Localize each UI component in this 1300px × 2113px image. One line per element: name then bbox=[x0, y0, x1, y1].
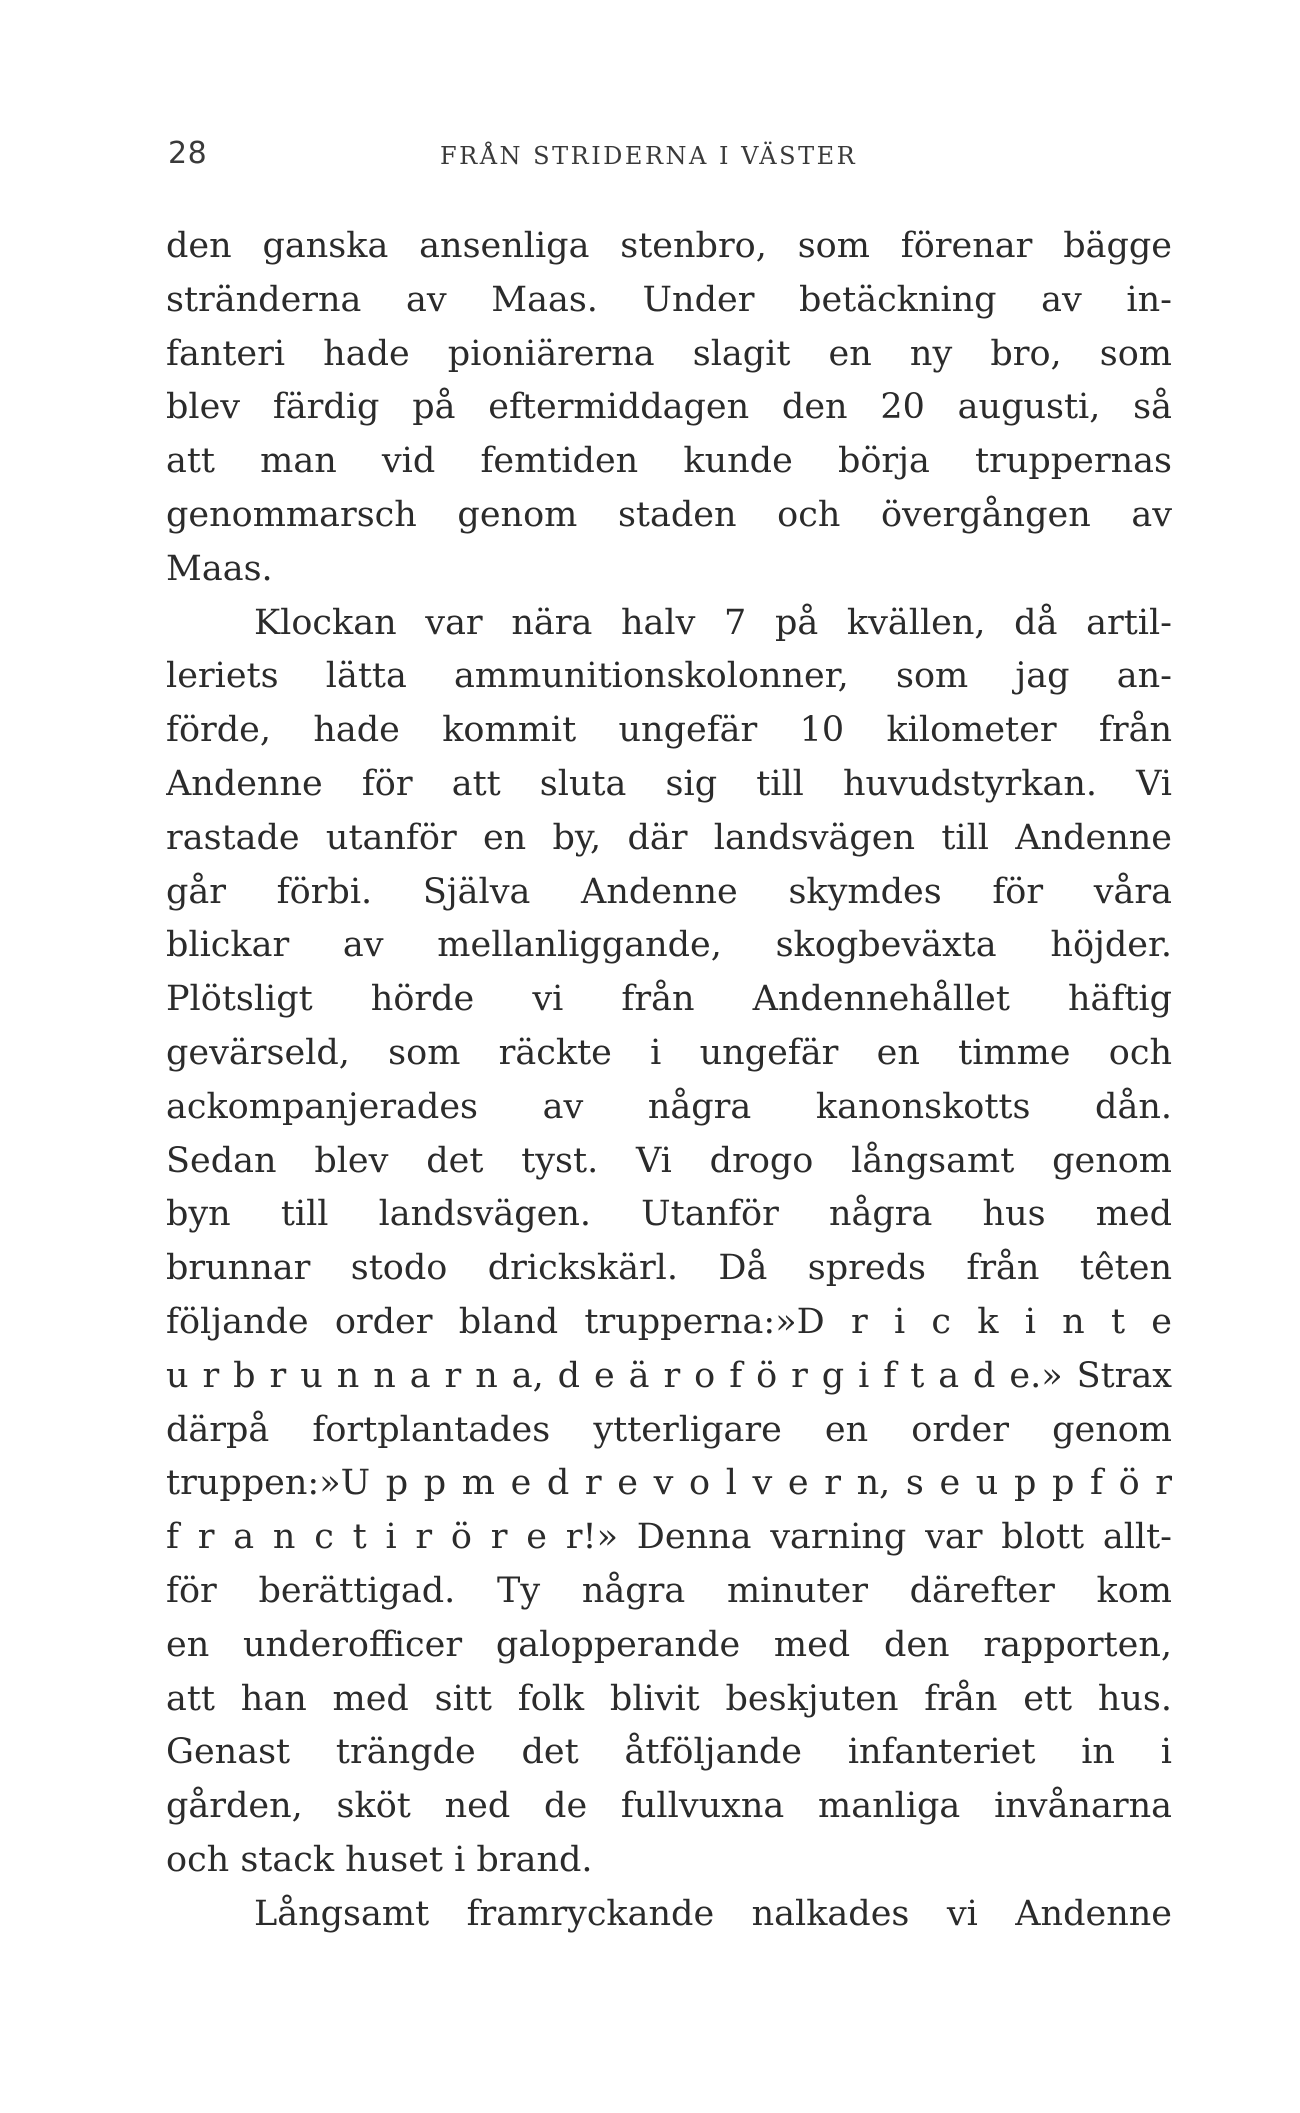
text-line: Långsamt framryckande nalkades vi Andenne bbox=[254, 1893, 1172, 1934]
text-line: Genast trängde det åtföljande infanteriet in i bbox=[166, 1732, 1172, 1773]
text-line: Sedan blev det tyst. Vi drogo långsamt genom bbox=[166, 1140, 1172, 1181]
text-line: Maas. bbox=[166, 548, 273, 589]
text-line: och stack huset i brand. bbox=[166, 1839, 593, 1880]
text-line: fanteri hade pioniärerna slagit en ny bro, som bbox=[166, 333, 1172, 374]
text-line: gevärseld, som räckte i ungefär en timme och bbox=[166, 1032, 1172, 1073]
text-line: genommarsch genom staden och övergången av bbox=[166, 494, 1172, 535]
text-line: rastade utanför en by, där landsvägen till Andenne bbox=[166, 817, 1172, 858]
text-line: Plötsligt hörde vi från Andennehållet häftig bbox=[166, 979, 1172, 1020]
text-line: förde, hade kommit ungefär 10 kilometer från bbox=[166, 710, 1172, 751]
text-line: stränderna av Maas. Under betäckning av in- bbox=[166, 279, 1172, 320]
text-line: byn till landsvägen. Utanför några hus med bbox=[166, 1194, 1172, 1235]
text-line: Andenne för att sluta sig till huvudstyrkan. Vi bbox=[166, 763, 1172, 804]
text-line: går förbi. Själva Andenne skymdes för våra bbox=[166, 871, 1172, 912]
text-line: blickar av mellanliggande, skogbeväxta höjder. bbox=[166, 925, 1172, 966]
text-line: för berättigad. Ty några minuter därefter kom bbox=[166, 1570, 1172, 1611]
text-line: att han med sitt folk blivit beskjuten från ett hus. bbox=[166, 1678, 1172, 1719]
text-line: blev färdig på eftermiddagen den 20 augusti, så bbox=[166, 387, 1172, 428]
text-line: f r a n c t i r ö r e r!» Denna varning var blott allt- bbox=[166, 1517, 1172, 1558]
text-line: leriets lätta ammunitionskolonner, som jag an- bbox=[166, 656, 1172, 697]
text-line: ackompanjerades av några kanonskotts dån. bbox=[166, 1086, 1172, 1127]
text-line: gården, sköt ned de fullvuxna manliga invånarna bbox=[166, 1786, 1172, 1827]
page-number: 28 bbox=[168, 136, 208, 171]
text-line: den ganska ansenliga stenbro, som förenar bägge bbox=[166, 226, 1172, 266]
text-line: att man vid femtiden kunde börja truppernas bbox=[166, 441, 1172, 482]
body-text bbox=[166, 220, 1172, 1942]
text-line: Klockan var nära halv 7 på kvällen, då artil- bbox=[254, 602, 1172, 643]
text-line: brunnar stodo drickskärl. Då spreds från têten bbox=[166, 1248, 1172, 1289]
text-line: därpå fortplantades ytterligare en order genom bbox=[166, 1409, 1172, 1450]
text-line: truppen:»U p p m e d r e v o l v e r n, s e u p p f ö r bbox=[166, 1463, 1172, 1504]
running-head bbox=[168, 136, 1168, 176]
text-line: följande order bland trupperna:»D r i c k i n t e bbox=[166, 1301, 1172, 1342]
text-line: u r b r u n n a r n a, d e ä r o f ö r g i f t a d e.» Strax bbox=[166, 1355, 1172, 1396]
text-line: en underofficer galopperande med den rapporten, bbox=[166, 1624, 1172, 1665]
running-title: FRÅN STRIDERNA I VÄSTER bbox=[440, 142, 858, 170]
